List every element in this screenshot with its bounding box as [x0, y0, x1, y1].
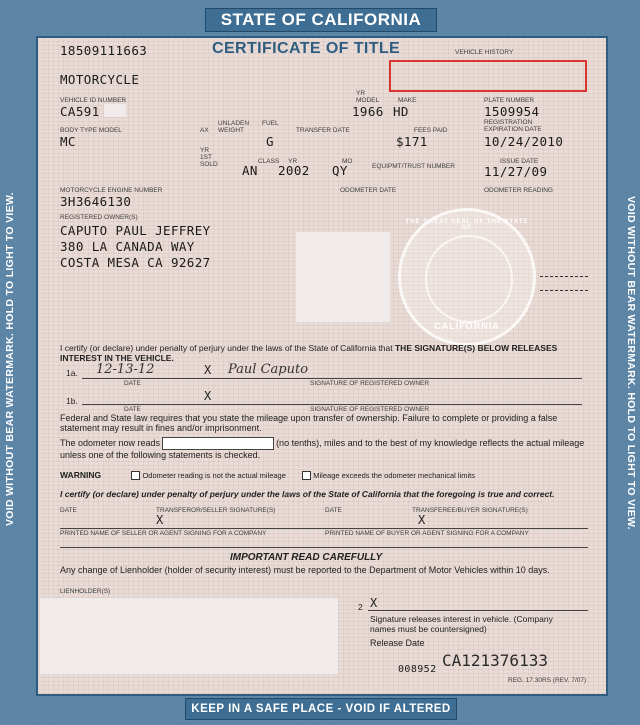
lienholder-notice: Any change of Lienholder (holder of security interest) must be reported to the Department of Motor Vehicles within 10 days.	[60, 565, 550, 575]
make-value: HD	[393, 104, 409, 119]
equipment-trust-label: EQUIPMT/TRUST NUMBER	[372, 163, 455, 170]
line-1a-number: 1a.	[66, 368, 78, 378]
odometer-reads-text: The odometer now reads	[60, 437, 161, 448]
control-digits: 121376133	[461, 651, 548, 670]
odometer-reads-continued: (no tenths), miles and to the best of my knowledge reflects the actual mileage unless one of the following statements is checked.	[60, 437, 585, 460]
line-1b-date-label: DATE	[124, 406, 141, 413]
lienholder-redaction	[40, 598, 338, 674]
seal-emblem	[425, 235, 513, 323]
line-1b-rule	[82, 404, 582, 405]
control-number	[442, 651, 548, 670]
redacted-area	[296, 232, 390, 322]
odometer-date-label: ODOMETER DATE	[340, 187, 397, 194]
odometer-reading-label: ODOMETER READING	[484, 187, 553, 194]
exceeds-limits-label: Mileage exceeds the odometer mechanical limits	[313, 471, 476, 480]
seller-x: X	[156, 513, 164, 527]
release-certification	[60, 343, 588, 363]
registration-expiration-value: 10/24/2010	[484, 134, 564, 149]
plate-label: PLATE NUMBER	[484, 97, 535, 104]
transfer-date-label: TRANSFER DATE	[296, 127, 350, 134]
warning-row	[60, 470, 475, 481]
mo-label: MO	[342, 158, 353, 165]
buyer-signature-label: TRANSFEREE/BUYER SIGNATURE(S)	[412, 507, 528, 514]
issue-date-value: 11/27/09	[484, 164, 548, 179]
issue-date-label: ISSUE DATE	[500, 158, 539, 165]
mo-value: QY	[332, 163, 348, 178]
transfer-rule	[60, 528, 588, 529]
certificate-title: CERTIFICATE OF TITLE	[212, 40, 401, 57]
lienholder-sig-number: 2	[358, 602, 363, 612]
transfer-date-field-label: DATE	[60, 507, 77, 514]
engine-number-label: MOTORCYCLE ENGINE NUMBER	[60, 187, 163, 194]
line-1a-x: X	[204, 363, 212, 377]
lienholder-signature-note: Signature releases interest in vehicle. (Company names must be countersigned)	[370, 614, 553, 634]
seal-top-text: THE GREAT SEAL OF THE STATE OF	[405, 219, 529, 231]
buyer-x: X	[418, 513, 426, 527]
body-type-label: BODY TYPE MODEL	[60, 127, 122, 134]
transfer-certification: I certify (or declare) under penalty of perjury under the laws of the State of California that the foregoing is true and correct.	[60, 489, 555, 499]
release-date-label: Release Date	[370, 638, 425, 648]
make-label: MAKE	[398, 97, 417, 104]
owner-city: COSTA MESA CA 92627	[60, 255, 211, 270]
ax-label: AX	[200, 127, 209, 134]
seller-printed-name-label: PRINTED NAME OF SELLER OR AGENT SIGNING FOR A COMPANY	[60, 530, 267, 537]
exceeds-limits-checkbox[interactable]	[302, 471, 311, 480]
vehicle-history-label: VEHICLE HISTORY	[455, 49, 514, 56]
vin-label: VEHICLE ID NUMBER	[60, 97, 127, 104]
fees-paid-value: $171	[396, 134, 428, 149]
warning-label: WARNING	[60, 470, 102, 480]
line-1a-signature-label: SIGNATURE OF REGISTERED OWNER	[310, 380, 430, 387]
weight-label: UNLADEN WEIGHT	[218, 120, 250, 134]
lienholder-sig-rule	[368, 610, 588, 611]
control-prefix: CA	[442, 651, 462, 670]
fuel-label: FUEL	[262, 120, 279, 127]
engine-number-value: 3H3646130	[60, 194, 132, 209]
right-watermark-notice: VOID WITHOUT BEAR WATERMARK. HOLD TO LIGHT TO VIEW.	[625, 196, 637, 530]
fuel-value: G	[266, 134, 274, 149]
dashed-line-1	[540, 276, 588, 277]
line-1b-signature-label: SIGNATURE OF REGISTERED OWNER	[310, 406, 430, 413]
lienholder-x: X	[370, 596, 378, 610]
not-actual-mileage-label: Odometer reading is not the actual mileage	[142, 471, 286, 480]
odometer-statement	[60, 437, 588, 460]
owner-signature: Paul Caputo	[228, 362, 309, 377]
small-number: 008952	[398, 664, 437, 675]
owner-street: 380 LA CANADA WAY	[60, 239, 195, 254]
line-1a-rule	[82, 378, 582, 379]
not-actual-mileage-checkbox[interactable]	[131, 471, 140, 480]
yr-model-label: YR MODEL	[356, 90, 380, 104]
dashed-line-2	[540, 290, 588, 291]
plate-value: 1509954	[484, 104, 540, 119]
vehicle-type: MOTORCYCLE	[60, 72, 140, 87]
important-notice-title: IMPORTANT READ CAREFULLY	[230, 552, 383, 563]
body-type-value: MC	[60, 134, 76, 149]
registered-owner-label: REGISTERED OWNER(S)	[60, 214, 138, 221]
vin-redaction	[104, 104, 126, 117]
lienholder-label: LIENHOLDER(S)	[60, 588, 111, 595]
buyer-printed-name-label: PRINTED NAME OF BUYER OR AGENT SIGNING FOR A COMPANY	[325, 530, 529, 537]
vehicle-history-box	[389, 60, 587, 92]
bottom-banner: KEEP IN A SAFE PLACE - VOID IF ALTERED	[185, 698, 457, 720]
seal-bottom-text: CALIFORNIA	[434, 321, 500, 331]
release-certification-text: I certify (or declare) under penalty of perjury under the laws of the State of California that	[60, 343, 395, 353]
seller-signature-label: TRANSFEROR/SELLER SIGNATURE(S)	[156, 507, 276, 514]
line-1a-date-label: DATE	[124, 380, 141, 387]
great-seal	[398, 208, 536, 346]
federal-law-notice: Federal and State law requires that you state the mileage upon transfer of ownership. Failure to complete or providing a false statement may result in fines and/or imprisonment.	[60, 413, 558, 433]
vin-value: CA591	[60, 104, 100, 119]
state-banner: STATE OF CALIFORNIA	[205, 8, 437, 32]
yr-model-value: 1966	[352, 104, 384, 119]
class-label: CLASS	[258, 158, 280, 165]
class-value: AN	[242, 163, 258, 178]
yr-1st-sold-label: YR 1ST SOLD	[200, 147, 218, 168]
printed-name-rule	[60, 547, 588, 548]
yr-label: YR	[288, 158, 298, 165]
form-reference: REG. 17.30RS (REV. 7/07)	[508, 677, 587, 684]
fees-paid-label: FEES PAID	[414, 127, 448, 134]
owner-name: CAPUTO PAUL JEFFREY	[60, 223, 211, 238]
line-1b-x: X	[204, 389, 212, 403]
transfer-date-field-label-2: DATE	[325, 507, 342, 514]
line-1a-date: 12-13-12	[96, 362, 155, 377]
document-number: 18509111663	[60, 43, 148, 58]
release-certification-emphasis: THE SIGNATURE(S) BELOW RELEASES INTEREST IN THE VEHICLE.	[60, 343, 558, 363]
yr-value: 2002	[278, 163, 310, 178]
registration-expiration-label: REGISTRATION EXPIRATION DATE	[484, 119, 542, 133]
left-watermark-notice: VOID WITHOUT BEAR WATERMARK. HOLD TO LIGHT TO VIEW.	[4, 192, 16, 526]
odometer-entry-box[interactable]	[162, 437, 274, 450]
line-1b-number: 1b.	[66, 396, 78, 406]
